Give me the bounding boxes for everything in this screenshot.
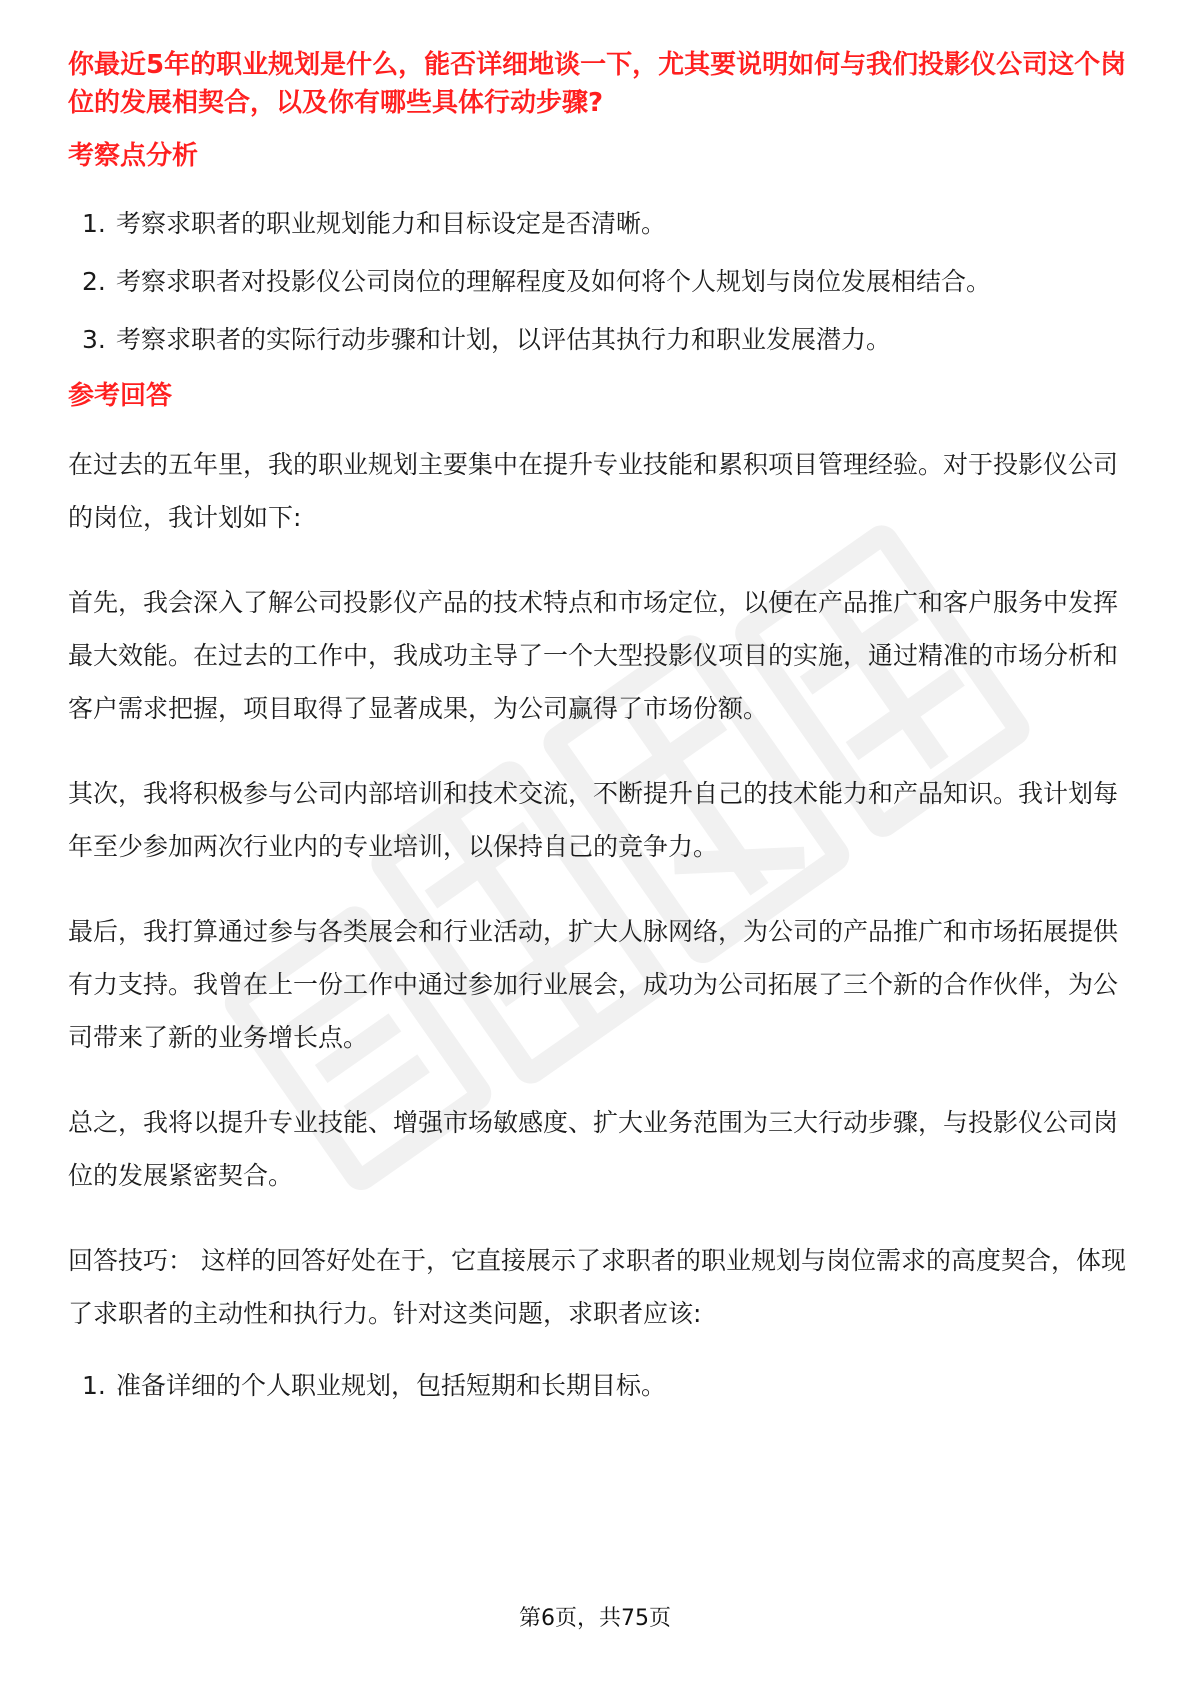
analysis-list	[68, 198, 1128, 366]
answer-paragraph: 最后，我打算通过参与各类展会和行业活动，扩大人脉网络，为公司的产品推广和市场拓展提供有力支持。我曾在上一份工作中通过参加行业展会，成功为公司拓展了三个新的合作伙伴，为公司带来了新的业务增长点。	[68, 917, 1119, 1052]
page-number-footer: 第6页，共75页	[519, 1606, 671, 1631]
answer-heading: 参考回答	[68, 381, 173, 411]
list-item-number: 3.	[82, 325, 106, 354]
answer-paragraph: 总之，我将以提升专业技能、增强市场敏感度、扩大业务范围为三大行动步骤，与投影仪公司岗位的发展紧密契合。	[68, 1108, 1119, 1190]
list-item-text: 考察求职者的实际行动步骤和计划，以评估其执行力和职业发展潜力。	[116, 325, 892, 354]
list-item-text: 准备详细的个人职业规划，包括短期和长期目标。	[116, 1371, 667, 1400]
list-item	[68, 1360, 1128, 1412]
question-title: 你最近5年的职业规划是什么，能否详细地谈一下，尤其要说明如何与我们投影仪公司这个岗位的发展相契合，以及你有哪些具体行动步骤?	[68, 50, 1127, 118]
analysis-heading: 考察点分析	[68, 141, 199, 171]
answer-tips-paragraph: 回答技巧： 这样的回答好处在于，它直接展示了求职者的职业规划与岗位需求的高度契合，体现了求职者的主动性和执行力。针对这类问题，求职者应该:	[68, 1246, 1126, 1328]
content-area	[68, 46, 1128, 1418]
list-item	[68, 198, 1128, 250]
list-item	[68, 256, 1128, 308]
list-item	[68, 314, 1128, 366]
list-item-text: 考察求职者对投影仪公司岗位的理解程度及如何将个人规划与岗位发展相结合。	[116, 267, 992, 296]
answer-paragraph: 其次，我将积极参与公司内部培训和技术交流，不断提升自己的技术能力和产品知识。我计划每年至少参加两次行业内的专业培训，以保持自己的竞争力。	[68, 779, 1119, 861]
list-item-text: 考察求职者的职业规划能力和目标设定是否清晰。	[116, 209, 667, 238]
answer-paragraph: 首先，我会深入了解公司投影仪产品的技术特点和市场定位，以便在产品推广和客户服务中发挥最大效能。在过去的工作中，我成功主导了一个大型投影仪项目的实施，通过精准的市场分析和客户需求把握，项目取得了显著成果，为公司赢得了市场份额。	[68, 588, 1119, 723]
list-item-number: 1.	[82, 209, 106, 238]
answer-paragraph: 在过去的五年里，我的职业规划主要集中在提升专业技能和累积项目管理经验。对于投影仪公司的岗位，我计划如下:	[68, 450, 1119, 532]
list-item-number: 1.	[82, 1371, 106, 1400]
list-item-number: 2.	[82, 267, 106, 296]
tips-list	[68, 1360, 1128, 1412]
